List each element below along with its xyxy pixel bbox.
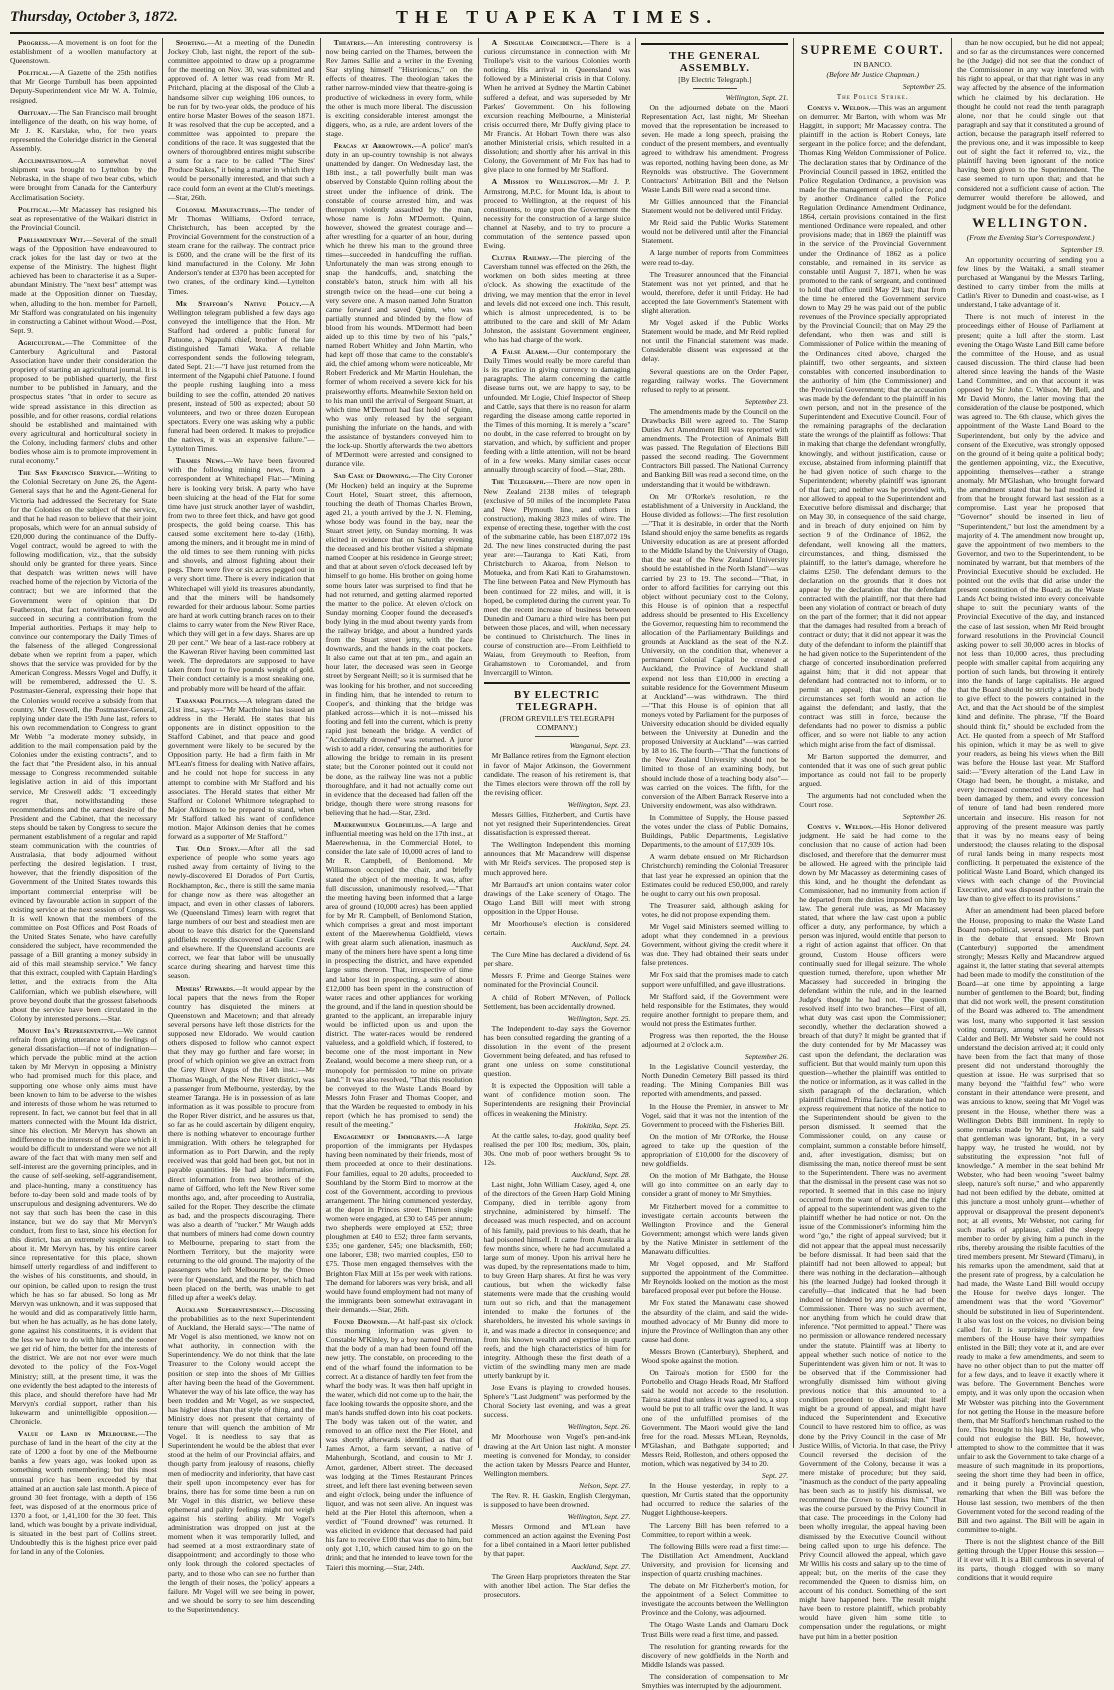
article-text: A large number of reports from Committees were read to-day. [641,248,789,267]
article-text: —A large proportion of the immigrants per Hydaspes having been nominated by their friends, most of them proceeded at once to their destinations. Four families, equal to 20 adults, proceeded to Southland by the Storm Bird to morrow at the cost of the Government, according to previous arrangement. The hiring commenced yesterday, at the depot in Princes street. Thirteen single women were engaged, at £30 to £45 per annum; two shepherds were employed at £52; three ploughmen at £40 to £52; three farm servants, £35; one gardener, £45; one blacksmith, £60; one laborer, £38; two married couples, £50 to £75. Those men engaged themselves with the Brighton Flax Mill at 15s per week with rations. The demand for laborers was very brisk, and all would have found employment had not many of the immigrants been somewhat extravagant in their demands.—Star, 26th. [325,1132,473,1314]
section-heading: BY ELECTRIC TELEGRAPH. [513,689,601,714]
article-paragraph [641,1171,788,1198]
article-text: —A police' man's duty in an up-country township is not always unattended by danger. On Wednesday last, the 18th inst., a tall powerfully built man was observed by Constable Quinn rolling about the street under the influence of drink. The constable of course arrested him, and was thereupon violently assaulted by the man, whose name is John M'Dermott. Quinn, however, showed the greatest courage and—after wrestling for a quarter of an hour, during which he threw his man to the ground three times—succeeded in handcuffing the ruffian. Unfortunately the man was strong enough to snap the handcuffs, and, snatching the constable's baton, struck him with all his strength twice on the head—one cut being a very severe one. A mason named John Stratton came forward and saved Quinn, who was partially stunned and blinded by the flow of blood from his wounds. M'Dermott had been aided up to this time by two of his "pals," named Robert Whitley and John Martin, who had kept off those that came to the constable's aid, the chief among whom were noticeable, Mr Robert Frederick and Mr Martin Houlehan, the former of whom received a severe kick for his praiseworthy efforts. Meanwhile Sexton held on to his man until the arrival of Sergeant Stuart, at which time M'Dermott had fast hold of Quinn, who was only released by the sergeant punishing the infuriate on the hands, and with the assistance of bystanders conveyed him to the lock-up. Shortly afterwards the two abettors of M'Dermott were arrested and consigned to durance vile. [325,141,473,469]
article-paragraph [641,922,788,967]
article-text: There is not much of interest in the proceedings either of House of Parliament at present; quite a lull after the storm. Last evening the Otago Waste Land Bill came before the committee of the House, and as usual caused discussion. The third clause had been altered since leaving the hands of the Waste Land Committee, and on that account it was opposed by Sir John C. Wilson, Mr Bell, and Mr David Monro, the latter moving that the consideration of the clause be postponed, which was agreed to. The 6th clause, which gives the appointment of the Waste Land Board to the Superintendent, but only by the advice and consent of the Executive, was strongly opposed on the ground of it being quite a political body; the gentlemen appointing, viz., the Executive, appointing themselves—rather a strange anomaly. Mr M'Glashan, who brought forward the amendment stated that he had modified it from that he brought forward last session as a compromise. Last year he proposed that "Governor" should be inserted in lieu of "Superintendent," but lost the amendment by a majority of 4. The amendment now brought up, gave the appointment of two members to the Governor, and two to the Superintendent, to be nominated by warrant, but that members of the Provincial Executive should be excluded. He pointed out the evils that did arise under the present constitution of the Board; as the Waste Lands Act being twisted into every conceivable shape to suit the pecuniary wants of the Provincial Executive of the day, and instanced the case of last session, when Mr Reid brought forward resolutions in the Provincial Council asking power to sell 30,000 acres in blocks of not less than 10,000 acres, thus precluding people with smaller capital from acquiring any portion of such lands, but throwing it entirely into the hands of large capitalists. He argued that the Board should be strictly a judicial body to give effect to the powers contained in the Act, and that the Act should be of the simplest kind and definite. The phrase, "If the Board should think fit," should be excluded from the Act. He quoted from a speech of Mr Stafford his opinion, which it may be as well to give your readers, as being his views when the Bill was before the House last year. Mr Stafford said:—"Every alteration of the Land Law in Otago had been, he thought, a mistake, and every increased connected with the law had been damaged by them, and every concession of tenure of land had been rendered more uncertain and insecure. His reason for not approving of the present measure was partly that it was by no means easy of being understood; the clauses relating to the disposal of rural lands being in many respects most conflicting. It perpetuated the existence of the political Waste Land Board, which changed its views with each change of the Provincial Executive, and was disposed rather to strain the law than to give effect to its provisions." [957,312,1105,904]
dateline: Auckland, Sept. 24. [571,940,631,950]
article-text: The Wellington Independent this morning announces that Mr Macandrew will dispense with Mr Reid's services. The proposed step is much approved here. [483,840,631,877]
article-lead: Clutha Railway. [491,253,552,263]
article-paragraph [168,38,315,202]
article-paragraph [10,68,157,104]
article-paragraph [484,253,631,344]
article-paragraph [326,1317,473,1572]
article-text: Mr Vogel asked if the Public Works Statement would be made, and Mr Reid replied not until the Financial statement was made. Considerable dissent was expressed at the delay. [641,318,789,364]
article-text: —At half-past six o'clock this morning information was given to Constable M'Kinley, by a boy named Perriman, that the body of a man had been found off the new jetty. The constable, on proceeding to the end of the wharf found the information to be correct. At a distance of hardly ten feet from the wharf the body was. It was then half upright in the water, which did not come up to the hair, the face looking towards the opposite shore, and the man's hands stuffed down into his coat pockets. The body was taken out of the water, and removed to an office next the Pier Hotel, and was shortly afterwards identified as that of James Arnot, a farm servant, a native of Mahenburgh, Scotland, and cousin to Mr J. Arnot, gardener, Albert street. The deceased was lodging at the Times Restaurant Princes street, and left there last evening between seven and eight o'clock, being under the influence of liquor, and was not seen alive. An inquest was held at the Pier Hotel this afternoon, when a verdict of "Found drowned" was returned. It was elicited in evidence that deceased had paid his fare to receive £100 that was due to him, but only got 1,10, which caused him to go on the drink; and that he intended to leave town for the Taieri this morning.—Star, 24th. [325,1317,473,1572]
article-text: On Mr O'Rorke's resolution, re the establishment of a University in Auckland, the House divided as follows:—The first resolution—"That it is desirable, in order that the North Island should enjoy the same benefits as regards University education as are at present afforded to the Middle Island by the University of Otago, that the seat of the New Zealand University should be established in the North Island"—was carried by 23 to 19. The second—"That, in order to afford facilities for carrying out this object without pecuniary cost to the Colony, this House is of opinion that a respectful address should be presented to His Excellency the Governor, requesting him to recommend the allocation of the Parliamentary Buildings and grounds at Auckland as the seat of the N.Z. University, on the condition that, whenever a permanent Colonial Capital be created at Auckland, the Province of Auckland shall expend not less than £10,000 in erecting a suitable residence for the Government Museum at Auckland"—was withdrawn. The third—"That this House is of opinion that all moneys voted by Parliament for the purposes of University education should be divided equally between the University at Dunedin and the proposed University at Auckland"—was carried by 18 to 16. The fourth—"That the functions of the New Zealand University should not be limited to those of an examining body, but should include those of a teaching body also"—was carried on the voices. The fifth, for the conversion of the Albert Barrack Reserve into a University endowment, was also withdrawn. [641,491,789,810]
article-lead: The Old Story. [175,844,241,854]
article-paragraph [10,38,157,65]
article-text: Last night, John William Casey, aged 4, one of the directors of the Green Harp Gold Mining Company, died in terrible agony from strychnine, administered by himself. The deceased was much respected, and on account of his family, paid previous to his death, that he had poisoned himself. It came from Australia a few months since, where he had accumulated a large sum of money. Upon his arrival here he was duped, by the representations made to him, to buy Green Harp shares. At first he was very cautious, but when the wickedly false statements were made that the crushing would turn out so rich, and that the management intended to make the fortunes of the shareholders, he invested his whole savings in it, and was made a director in consequence; and from his known wealth and expertise in quartz reefs, and the high characteristics of him for integrity. Although these the first death of a victim of the swindling many men are made utterly bankrupt by it. [483,1180,631,1380]
article-paragraph [484,971,631,989]
article-paragraph [10,1429,157,1556]
article-paragraph [484,1522,631,1558]
article-text: Mr Moorhouse's election is considered certain. [483,918,631,938]
article-text: Mr Reid said the Public Works Statement would not be delivered until after the Financial Statement. [641,218,789,246]
article-paragraph [484,1131,631,1167]
article-text: Several questions are on the Order Paper, regarding railway works. The Government refused to reply to at present. [641,366,789,394]
article-lead: Agricultural. [18,337,66,347]
article-text: The Cure Mine has declared a dividend of 6s per share. [483,950,631,969]
article-text: —A large and influential meeting was held on the 17th inst., at Maerewhenua, in the Commercial Hotel, to consider the late sale of 10,000 acres of land to Mr R. Campbell, of Benlomond. Mr Williamson occupied the chair, and briefly stated the object of the meeting. It was, after full discussion, unanimously resolved,—"That the meeting having been informed that a large area of ground (10,000 acres) has been applied for by Mr R. Campbell, of Benlomond Station, which comprises a great and most important extent of the Maerewhenua Goldfield, views with great alarm such alienation, inasmuch as many of the miners here have spent a long time in prospecting the district, and have expended large sums thereon. That, irrespective of time and labor lost in prospecting, a sum of about £12,000 has been spent in the construction of water races and other appliances for working the ground, and if the land in question should be granted to the applicant, an irreparable injury would be inflicted upon us and upon the district. The water-races would be rendered valueless, and a goldfield which, if fostered, to become one of the most important in New Zealand, would become a mere sheep run, or a monopoly for permission to mine on private land." It was also resolved, "That this resolution be conveyed to the Waste Lands Board by Messrs John Fraser and Thomas Cooper, and that the Warden be requested to embody in his report (which he has promised to send) the result of the meeting." [325,819,473,1130]
article-text: —It would appear by the local papers that the news from the Roper country has disquieted the miners at Queenstown and Macetown; and that already several persons have left those districts for the supposed new Eldorado. We would caution others disposed to follow who cannot expect that they may go further and fare worse; in proof of which opinion we give an extract from the Grey River Argus of the 14th inst.:—Mr Thomas Waugh, of the New River district, was a passenger from Melbourne, yesterday, by the steamer Taranga. He is in possession of as late information as it was possible to procure from the Roper River district, and he assures us that, so far as he could ascertain by diligent enquiry, there is nothing whatever to encourage further immigration. With others he telegraphed for information as to Port Darwin, and the reply received was that gold had been got, but not in payable quantities. He had also information, direct information from two brothers of the name of Gifford, who left the New River some months ago, and, after proceeding to Australia, sailed for the Roper. They describe the climate as bad, and the prospects discouraging. There was also a dearth of "tucker." Mr Waugh adds that numbers of miners had come down country to Melbourne, preparing to start from the Northern Territory, but the majority were returning to the old ground. The majority of the passengers who left Melbourne by the Omeo were for Queensland, and the Roper, which had been placed on the berth, was unable to get filled up after a week's delay. [167,983,315,1302]
article-lead: Maerewhenua Goldfields. [333,819,425,829]
article-paragraph [641,813,788,849]
article-text: In the House yesterday, in reply to a question, Mr Curtis stated that the opportunity had occurred to reduce the salaries of the Nugget Lighthouse-keepers. [641,1481,789,1518]
dateline: Wanganui, Sept. 23. [569,741,631,751]
article-text: On the motion of Mr O'Rorke, the House agreed to take up the question of the appropriation of £10,000 for the discovery of new goldfields. [641,1131,789,1169]
article-paragraph [641,1132,788,1168]
article-paragraph [326,820,473,1129]
section-heading: SUPREME COURT. [800,42,945,57]
article-lead: A False Alarm. [491,347,550,357]
article-text: The Otago Waste Lands and Oamaru Dock Trust Bills were read a first time, and passed. [641,1620,789,1639]
article-text: than he now occupied, but he did not appeal; and so far as the circumstances were concerned he (the Judge) did not see that the conduct of the Commissioner in any way interfered with his right to appeal, or that that right was in any way affected by the absence of the information which he claimed by his declaration. He thought he could not read the tenth paragraph alone, nor that he could single out that paragraph and say that it constituted a ground of action, because the paragraph itself referred to the previous one, and it was impossible to keep out of sight the fact it referred to, viz., the plaintiff having been ignorant of the notice having been given to the Superintendent. The case seemed to turn upon that; and that he considered not a sufficient cause of action. The demurrer would therefore be allowed, and judgment would be for the defendant. [957,38,1105,211]
article-text: Mr Vogel opposed, and Mr Stafford supported the appointment of the Committee. Mr Reynolds looked on the motion as the most barefaced proposal ever put before the House. [641,1259,789,1296]
article-paragraph [484,1180,631,1380]
dateline: September 19. [1060,244,1105,254]
article-paragraph [484,810,631,837]
article-text: Mr Ballance retires from the Egmont election in favor of Major Atkinson, the Government candidate. The reason of his retirement is, that the Times electors were thrown off the roll by the revising officer. [483,751,631,797]
article-paragraph [641,1031,788,1049]
article-text: In the House the Premier, in answer to Mr Vogel, said that it was not the intention of the Government to proceed with the Fisheries Bill. [641,1101,789,1129]
article-columns [10,38,1105,1690]
article-lead: Sad Case of Drowning. [333,471,411,481]
dateline: Wellington, Sept. 25. [567,1013,631,1023]
article-text: Mr Vogel said Ministers seemed willing to adopt what they condemned in a previous Government, without giving the credit where it was due. They had obtained their seats under false pretences. [641,921,789,968]
article-text: Mr Stafford said, if the Government were held responsible for the Estimates, they would require another fortnight to prepare them, and would not press the Estimates further. [641,991,789,1028]
article-text: Progress was then reported, the the House adjourned at 2 o'clock a.m. [641,1031,789,1050]
article-paragraph [168,984,315,1302]
article-paragraph [641,103,788,194]
article-text: Mr Moorhouse won Vogel's pen-and-ink drawing at the Art Union last night. A monster meeting is convened for Monday, to consider the action taken by Messrs Pearce and Hunter, Wellington members. [483,1432,631,1478]
article-paragraph [168,205,315,296]
article-text: On Tairoa's motion for £500 for the Portobello and Otago Heads Road, Mr Stafford said he would not accede to the resolution. Tairoa stated that unless it was agreed to, a stop would be put to all traffic over the land. It was one of the unfulfilled promises of the Government. The Maori would give the land free for the road. Messrs M'Lean, Reynolds, M'Glashan, and Bathgate supported; and Messrs Reid, Rolleston, and others opposed the motion, which was negatived by 34 to 20. [641,1368,789,1469]
article-paragraph [484,177,631,250]
article-text: It is expected the Opposition will table a want of confidence motion soon. The Superintendents are resigning their Provincial offices in weakening the Ministry. [483,1081,631,1118]
article-text: The Independent to-day says the Governor has been consulted regarding the granting of a dissolution in the event of the present Government being defeated, and has refused to grant one unless on some constitutional question. [483,1023,631,1079]
article-paragraph [957,38,1104,211]
article-text: —A telegram dated the 21st inst., says:—"Mr Macthoine has issued an address in the Herald. He states that his opponents are in distinct opposition to the Stafford Cabinet, and that peace and good government were likely to be secured by the Opposition party. He had a firm faith in Mr M'Lean's fitness for dealing with Native affairs, and he could not hope for success in any attempt to combine with Mr Stafford and his associates. The Herald states that either Mr Stafford or Colonel Whitmore telegraphed to Major Atkinson to be prepared to stand, when Mr Stafford talked his want of confidence motion. Major Atkinson denies that he comes forward as a supporter of Mr Stafford." [167,695,315,842]
article-text: —Mr Macassey has resigned his seat as representative of the Waikari district in the Provincial Council. [10,204,157,232]
article-paragraph [326,1132,473,1314]
article-lead: Fracas at Arrowtown. [333,141,414,151]
article-lead: Sporting. [175,38,207,47]
article-text: —The tender of Mr Thomas Williams, Oxford terrace, Christchurch, has been accepted by the Provincial Government for the construction of a steam crane for the railway. The contract price is £600, and the crane will be the first of its kind manufactured in the Colony. Mr John Anderson's tender at £370 has been accepted for two cranes, of the ordinary kind.—Lyttelton Times. [167,204,315,296]
article-paragraph [484,950,631,968]
dateline: September 25. [902,82,947,91]
article-text: —A Gazette of the 25th notifies that Mr George Turnbull has been appointed Deputy-Superintendent vice Mr W. A. Tolmie, resigned. [10,68,157,105]
article-paragraph [957,312,1104,903]
article-text: —A somewhat novel shipment was brought to Lyttelton by the Nebraska, in the shape of two bear cubs, which were brought from Canada for the Canterbury Acclimatisation Society. [10,156,157,202]
article-text: After an amendment had been placed before the House, proposing to make the Waste Land Board non-political, several speakers took part in the debate that ensued. Mr Brown (Canterbury) supported the amendment strongly; Messrs Kelly and Macandrew argued against it, the latter stating that several attempts had been made to modify the constitution of the Board—at one time by appointing a large number of gentlemen to the Board; but, finding that did not work well, the present constitution of the Board was adhered to. The amendment was lost, many who supported it last session voting contrary, among whom were Messrs Calder and Bell. Mr Webster said he could not understand the decision arrived at; it could only have been from the fact that many of those present did not understand thoroughly the question at issue. He was surprised that so many beyond the "faithful few" who were constant in their attendance were present, and was anxious to know, seeing that Mr Vogel was present in the House, whether there was a Wellington Debts Bill imminent. In reply to some remarks made by Mr Bathgate, he said that gentleman was ignorant, but, in a very happy way, he trusted he would, not by substituting the expression "not full of knowledge." A member in the seat behind Mr Webster, who had been wooing "sweet balmy sleep, nature's soft nurse," and who apparently had not been edified by the debate, omitted at this juncture a most unholy grunt—whether of approval or disapproval the present deponent's not; at all events, Mr Webster, not caring for such marks of applause, called the sleepy member to order by giving him a punch in the ribs, thereby arousing the risible faculties of the tired members present. Mr Steward (Timaru), in his remarks upon the amendment, said that at the present rate of progress, by a calculation he had made, the Waste Land Bill would occupy the House for twelve days longer. The amendment was that the word "Governor" should be substituted in lieu of Superintendent. It also was lost on the voices, no division being called for. It is surprising how very few members of the House have their sympathies enlisted in the Bill; they vote at it, and are ever ready to make a few amendments, and seem to have no other object than to put the matter off for a few days, and to leave it exactly where it was before. The Government Benches were empty, and it was only upon the occasion when Mr Webster was pitching into the Government for not getting the House in the measure before them, that Mr Stafford's henchman rushed to the fore. This brought to his legs Mr Stafford, who could not eulogise the Bill. He, however, attempted to show to the committee that it was unfair to ask the Government to take charge of a measure of such magnitude in its proportions, seeing the short time they had been in office, and it being purely a Provincial question, remarking that when the Bill was before the House last session, two members of the then Government voted for the second reading of the Bill and two against. The Bill will be again in committee to-night. [957,906,1105,1534]
article-paragraph [326,141,473,468]
dateline: Wellington, Sept. 23. [567,799,631,809]
dateline: Wellington, Sept. 21. [725,93,789,102]
article-paragraph [957,1537,1104,1582]
article-paragraph [641,318,788,363]
article-paragraph [641,270,788,315]
article-lead: Miners' Rewards. [175,983,236,993]
article-text: In the Legislative Council yesterday, the North Dunedin Cemetery Bill passed its third reading. The Mining Companies Bill was reported with amendments, and passed. [641,1062,789,1099]
article-text: The Green Harp proprietors threaten the Star with another libel action. The Star defies the prosecutors. [483,1571,631,1599]
article-paragraph [957,255,1104,310]
article-lead: Engagement of Immigrants. [333,1132,437,1142]
column-4 [478,38,636,1599]
article-paragraph [641,1062,788,1098]
article-paragraph [484,1491,631,1509]
article-text: On the adjourned debate on the Maori Representation Act, last night, Mr Sheehan moved that the representation be increased to seven. He made a long speech, praising the conduct of the present members, and eventually agreed to withdraw his amendment. Progress was reported, nothing having been done, as Mr Reynolds was obstructive. The Government Contractors' Arbitration Bill and the Nelson Waste Lands Bill were read a second time. [641,103,789,194]
article-paragraph [799,103,946,749]
article-text: The Treasurer said, although asking for votes, he did not propose expending them. [641,900,789,919]
article-text: Messrs Ormond and M'Lean have commenced an action against the Evening Post for a libel contained in a Maori letter published by that paper. [483,1522,631,1559]
divider [641,43,788,45]
article-paragraph [957,906,1104,1533]
article-text: The Treasurer announced that the Financial Statement was not yet printed, and that he would, therefore, defer it until Friday. He had accepted the late Government's Statement with slight alteration. [641,269,789,315]
article-paragraph [641,1481,788,1517]
dateline: Hokitika, Sept. 25. [574,1120,631,1130]
article-paragraph [641,197,788,215]
column-5 [635,38,793,1690]
article-text: —Mr J. P. Armstrong, M.P.C. for Mount Ida, is about to proceed to Wellington, at the request of his constituents, to urge upon the Government the necessity for the construction of a large sluice channel at Naseby, and to try to procure a commutation of the sentence passed upon Ewing. [483,177,631,251]
dateline: Wellington, Sept. 27. [567,1512,631,1522]
article-paragraph [10,235,157,335]
dateline: Nelson, Sept. 27. [579,1480,631,1490]
article-paragraph [799,822,946,1640]
column-1 [10,38,162,1557]
dateline: September 26. [744,1052,789,1062]
article-text: The Larceny Bill has been referred to a Committee, to report within a week. [641,1520,789,1539]
article-paragraph [484,1432,631,1477]
article-paragraph [484,1024,631,1079]
dateline: Auckland, Sept. 27. [571,1561,631,1571]
article-paragraph [641,852,788,897]
article-paragraph [10,108,157,153]
article-text: —Our contemporary the Daily Times would really be more careful than is its practice in giving currency to damaging paragraphs. The alarm concerning the cattle disease turns out, we are happy to say, to be unfounded. Mr Logie, Chief Inspector of Sheep and Cattle, says that there is no reason for alarm regarding the disease among cattle reported in the Times of this morning. It is merely a "scare" no doubt, in the case referred to brought on by starvation, and which, by sufficient and proper feeding with a little attention, will not be heard of in a few weeks. Many similar cases occur annually through scarcity of food.—Star, 28th. [483,347,631,475]
article-text: —We cannot refrain from giving utterance to the feelings of general dissatisfaction—if not of indignation—which pervade the public mind at the action taken by Mr Mervyn in opposing a Ministry who had promised much for this place, and supporting one whose only aims must have been known to him to be adverse to the wishes and interests of those whom he was returned to represent. In fact, we cannot but feel that in all matters connected with the Mount Ida district, since his election. Mr Mervyn has shown an indifference to the interests of the place which it would be difficult to understand were we not all aware of the fact that with many men self and self-interest are the governing principles, and in the cause of self-seeking, self-aggrandisement, and place-hunting, many a constituency has before to-day been sold and made tools of by unscrupulous and designing adventurers. We do not say that such has been the case in this instance, but we do say that Mr Mervyn's conduct, from first to last, since his election for this district, has an extremely suspicious look about it. Mr Mervyn has, by his entire career since representative for this place, shown himself utterly regardless of and indifferent to the wishes of his constituents, and should, in our opinion, be called upon to resign the trust which he has so far abused. So long as Mr Mervyn was unknown, and it was supposed that he would and did as comparatively little harm, but when he has actually, as he has done lately, gone against his constituents, it is evident that the less we have to do with him, and the sooner we get rid of him, the better for the interests of the district. We are not nor ever were much devoted to the policy of the Fox-Vogel Ministry; still, at the present time, it was the one evidently the best adapted to the interests of this place, and should therefore have had Mr Mervyn's cordial support, rather than his lukewarm and unintelligible opposition.—Chronicle. [10,1025,157,1426]
article-text: —We have been favoured with the following mining news, from a correspondent at Whitechapel Flat:—"Mining here is looking very brisk. A party who have been sluicing at the head of the Flat for some time have just struck another layer of washdirt, from two to three feet thick, and have got good prospects, the gold being coarse. This has caused some excitement here to-day (16th), among the miners, and it brought me in mind of the old times to see them running with picks and shovels, and almost fighting about their pegs. There were five or six acres pegged out in a very short time. There is every indication that Whitechapel will yield its treasures abundantly, and that the miners will be handsomely rewarded for their arduous labour. Some parties are hard at work cutting branch races on to their claims to carry water from the New River Race, which they will get in a few days. Shares are up 20 per cent." We hear of a last-race robbery at the Kaweran River having been committed last week. The depredators are supposed to have taken from four to five pounds weight of gold. Their conduct certainly is a most sneaking one, and probably more will be heard of the affair. [167,456,315,693]
article-text: —A movement is on foot for the establishment of a woollen manufactory at Queenstown. [10,38,157,66]
column-2 [162,38,320,1614]
article-paragraph [641,1542,788,1578]
article-paragraph [641,1298,788,1343]
article-lead: A Mission to Wellington. [491,177,591,187]
newspaper-title: THE TUAPEKA TIMES. [396,7,718,27]
issue-date: Thursday, October 3, 1872. [10,9,178,25]
masthead [10,6,1104,34]
column-7 [951,38,1105,1583]
article-text: —The San Francisco mail brought intelligence of the death, on his way home, of Mr J. K. Karslake, who, for two years represented the Coleridge district in the General Assembly. [10,107,157,154]
article-paragraph [641,1202,788,1257]
article-text: The debate on Mr Fitzherbert's motion, for the appointment of a Select Committee to investigate the accounts between the Wellington Province and the Colony, was adjourned. [641,1581,789,1618]
article-paragraph [484,751,631,796]
dateline: Sept. 27. [761,1471,789,1481]
article-lead: A Singular Coincidence. [491,38,583,47]
article-text: —This was an argument on demurrer. Mr Barton, with whom was Mr Haggitt, in support; Mr Macassey contra. The plaintiff in the action is Robert Coneys, late sergeant in the police force; and the defendant, Thomas King Weldon Commissioner of Police. The declaration states that by Ordinance of the Provincial Council passed in 1862, entitled the Police Regulation Ordinance, a provision was made for the management of a police force; and by another Ordinance called the Police Regulation Ordinance Amendment Ordinance, 1864, certain provisions contained in the first mentioned Ordinance were repealed, and other provisions made; that in 1869 the plaintiff was in the service of the Provincial Government under the Ordinance of 1862 as a police constable, and remained in its service as constable until August 7, 1871, when he was promoted to the rank of sergeant, and continued to hold that office until May 29 last; that from the time he entered the Government service down to May 29 he was paid out of the public revenues of the Province specially appropriated by the Provincial Council; that on May 29 the defendant, who then was and still is Commissioner of Police within the meaning of the Ordinances cited above, charged the plaintiff, two other sergeants, and sixteen constables with concerted insubordination to the authority of him (the Commissioner) and the Provincial Government; that the accusation was made by the defendant to the plaintiff in his own person, and not in the presence of the Superintendent and Executive Council. Four of the remaining paragraphs of the declaration state the wrongs of the plaintiff as follows: That in making that charge the defendant wrongfully, knowingly, and without justification, cause or excuse, abstained from informing plaintiff that he had given notice of such charge to the Superintendent; whereby plaintiff was ignorant of that fact; and neither was he provided with, nor allowed to appeal to the Superintendent and Executive before dismissal and discharge; that on May 30, in consequence of the said charge, and in breach of duty enjoined on him by section 9 of the Ordinance of 1862, the defendant, well knowing all the matters, circumstances, and thing, dismissed the plaintiff, to the latter's damage, wherefore he claims £250. The defendant demurs to the declaration on the grounds that it does not appear by the declaration that the defendant contracted with the plaintiff, nor that there had been any violation of contract or breach of duty on the part of the former; that it did not appear that the damages had resulted from a breach of contract or duty; that it did not appear it was the duty of the defendant to inform the plaintiff that he had given notice to the Superintendent of the charge of concerted insubordination preferred against him; that it did not appear that defendant had contracted not to inform, or to permit an appeal; that in none of the circumstances set forth would an action lie against the defendant; and lastly, that the contract was still in force, because the defendants had no power to dismiss a public officer, and so were not liable to any action which might arise from the fact of dismissal. [799,103,947,749]
article-text: On the motion of Mr Bathgate, the House will go into committee on an early day to consider a grant of money to Mr Smythies. [641,1171,789,1199]
article-text: —At a meeting of the Dunedin Jockey Club, last night, the report of the sub-committee appointed to draw up a programme for the meeting on Nov. 30, was submitted and approved of. A letter was read from Mr R. Pritchard, placing at the disposal of the Club a handsome silver cup weighing 106 ounces, to be run for by two-year olds, the produce of his entire horse Master Bowes of the season 1871. It was resolved that the cup be accepted, and a committee was appointed to prepare the conditions of the race. It was suggested that the owners of thoroughbred entires might subscribe a sum for a race to be called "The Sires' Produce Stakes," it being a matter in which they would be personally interested, and that such a race could form an event at the Club's meetings.—Star, 26th. [167,38,315,202]
article-paragraph [641,407,788,489]
article-lead: Auckland Superintendency. [175,1304,274,1314]
article-lead: Coneys v. Weldon. [807,103,871,112]
article-lead: Found Drowned. [333,1317,390,1327]
section-subheading: (FROM GREVILLE'S TELEGRAPH COMPANY.) [499,714,615,733]
divider [484,682,631,684]
article-lead: Theatres. [333,38,367,47]
section-heading: THE GENERAL ASSEMBLY. [669,50,761,74]
article-paragraph [641,992,788,1028]
article-paragraph [641,1620,788,1638]
article-paragraph [641,248,788,266]
column-6 [793,38,951,1641]
section-subheading: IN BANCO. [853,60,892,69]
article-text: —A Wellington telegram published a few days ago conveyed the intelligence that the Hon. Mr Stafford had ordered a public funeral for Patuone, a Ngapuhi chief, brother of the late distinguished Tamati Waka. A reliable correspondent sends the following telegram, dated Sept. 21:—"I have just returned from the interment of the Ngapuhi chief Patuone. I found the people rushing laughing into a mess building to see the coffin, attended 20 natives present, instead of 500 as expected; about 50 volunteers, and two or three dozen European spectators. Every one was asking why a public funeral had been ordered. It makes to prejudice the natives, it was an expensive failure."—Lyttelton Times. [167,298,315,454]
article-paragraph [168,1305,315,1614]
article-text: The resolution for granting rewards for the discovery of new goldfields in the North and Middle Islands was passed. [641,1641,789,1669]
article-paragraph [10,468,157,1023]
article-lead: Mount Ida's Representative. [18,1025,116,1035]
article-text: Messrs F. Prime and George Staines were nominated for the Provincial Council. [483,971,631,990]
article-paragraph [168,299,315,454]
article-text: An opportunity occurring of sending you a few lines by the Waitaki, a small steamer purchased at Wanganui by the Messrs Tarling, destined to carry timber from the mills at Catlin's River to Dunedin and coast-wise, as I understand, I take advantage of it. [957,254,1105,310]
section-byline: (Before Mr Justice Chapman.) [826,70,919,79]
article-paragraph [168,696,315,842]
article-lead: Value of Land in Melbourne. [18,1429,138,1439]
article-paragraph [641,901,788,919]
article-paragraph [641,1259,788,1295]
article-paragraph [799,791,946,809]
article-text: Mr Barraud's art union contains water color drawings of the Lake scenery of Otago. The Otago Land Bill will meet with strong opposition in the Upper House. [483,879,631,916]
article-paragraph [168,456,315,692]
column-3 [320,38,478,1572]
article-text: Mr Fitzherbert moved for a committee to investigate certain accounts between the Wellington Province and the General Government; amongst which were lands given by the Native Minister in settlement of the Manawatu difficulties. [641,1201,789,1256]
article-text: Mr Fox said that the promises made to catch support were unfulfilled, and gave illustrations. [641,970,789,989]
article-text: There is not the slightest chance of the Bill getting through the Upper House this session—if it ever will. It is a Bill cumbrous in several of its parts, though clogged with so many conditions that it would require [957,1536,1105,1583]
article-paragraph [10,156,157,201]
article-text: —His Honor delivered judgment. He said he had come to the conclusion that no cause of action had been disclosed, and therefore that the demurrer must be allowed. He agreed with the principle laid down by Mr Macassey as determining cases of this kind, and he thought the defendant as Commissioner, had no immunity from action if he departed from the duties imposed on him by law. The general rule was, as Mr Macassey stated, that where the law cast upon a public officer a duty, any performance, by which a person was injured, would entitle that person to a right of action against that officer. On that ground, Custom House officers were continually sued for illegal seizure. The whole question turned, therefore, upon whether Mr Macassey had succeeded in bringing the defendant within the rule, and in the learned Judge's thought he had not. The question resolved itself into two branches—First of all, what duty was cast upon the Commissioner; secondly, whether the declaration showed a breach of that duty? It might be granted that if the duty contended for by Mr Macassey was cast upon the defendant, the declaration was sufficient. But that would mainly turn upon this question—whether the plaintiff was entitled to the notice or information, as it was called in the sixth paragraph of the declaration, which plaintiff claimed. Prima facie, the statute had no express requirement that notice of the notice to the Superintendent should be given to the person dismissed. It seemed that the Commissioner could, on any cause or complaint, summon a constable before himself, and, after investigation, dismiss; but on dismissing the man, notice thereof must be sent to the Superintendent. There was no averment that the dismissal in the present case was not so reported. It seemed that in this case no injury occurred from the want of notice, and the right of appeal to the superintendent was given to the plaintiff whether he had notice or not. On the issue of the Commissioner's informing him the word "go," the right of appeal survived; but it did not appear that the appeal must necessarily be before dismissal. It had been said that the plaintiff had not been allowed to appeal; but there was nothing in the declaration—although his (the learned Judge) had looked through it carefully—that indicated that he had been induced or hindered by any positive act of the Commissioner. There was no such averment, nor anything from which he could draw that inference. "Not permitted to appeal." There was no permission or allowance rendered necessary under the statute. Plaintiff was at liberty to appeal whether such notice of notice to the Superintendent was given him or not. It was to be observed that if the Commissioner had wrongfully dismissed him without giving previous notice that this amounted to a condition precedent to dismissal; that itself might be a ground of appeal, and might have induced the Superintendent and Executive Council to have restored him to office, as was done by the Privy Council in the case of Mr Justice Willis, of Victoria. In that case, the Privy Council reversed the decision of the Government of the Colony, because it was a mere mistake of procedure; but they said, "inasmuch as the conduct of the party appealing has been such as to justify his dismissal, we recommend the Crown to dismiss him." That was the course pursued by the Privy Council in that case. The proceedings in the Colony had been wholly irregular, the appeal having been dismissed by the Executive Council without being called upon to urge his defence. The Privy Council allowed the appeal, which gave Mr Willis his costs and salary up to the time of appeal; but, on the merits of the case they recommended the Queen to dismiss him, on account of his conduct. Something of the sort might have happened here. The result might have been to restore plaintiff, which probably would have given him some title to compensation under the regulations, or might have put him in a better position [799,822,947,1641]
article-paragraph [10,205,157,232]
article-paragraph [641,1581,788,1617]
article-paragraph [10,338,157,465]
article-text: —There is a curious circumstance in connection with Mr Trollope's visit to the various Colonies worth noticing. His arrival in Queensland was followed by a Ministerial crisis in that Colony. When he arrived at Sydney the Martin Cabinet suffered a defeat, and was superseded by Mr Parkes' Government. On his following excursion reaching Melbourne, a Ministerial crisis occurred there, Mr Duffy giving place to Mr Francis. At Hobart Town there was also another Ministerial crisis, which resulted in a dissolution; and shortly after his arrival in this Colony, the Government of Mr Fox has had to give place to one formed by Mr Stafford. [483,38,631,175]
article-text: —The purchase of land in the heart of the city at the rate of 1200 a foot by one of the Melbourne banks a few years ago, was looked upon as something worth remembering; but this most unusual price has been exceeded by that attained at an auction sale last month. A piece of ground 30 feet frontage, with a depth of 156 feet, was disposed of at the enormous price of 1370 a foot, or 1,41,100 for the 30 feet. This land, which was bought by a private individual, is situated in the best part of Collins street. Undoubtedly this is the highest price ever paid for land in any of the Colonies. [10,1429,157,1557]
article-paragraph [641,1642,788,1669]
article-paragraph [641,492,788,810]
article-text: Jose Evans is playing to crowded houses. Sphere's "Last Judgment" was performed by the Choral Society last evening, and was a great success. [483,1383,631,1420]
article-text: In Committee of Supply, the House passed the votes under the class of Public Domains, Buildings, Public Departments, Legislative Departments, to the amount of £17,939 10s. [641,812,789,850]
article-paragraph [326,38,473,138]
dateline: September 23. [744,396,789,406]
dateline: Auckland, Sept. 28. [571,1170,631,1180]
article-lead: Colonial Manufactures. [175,204,261,214]
article-text: The arguments had not concluded when the Court rose. [799,791,947,810]
article-text: —The piercing of the Caversham tunnel was effected on the 26th, the workmen on both sides meeting at three o'clock. As showing the exactitude of the driving, we may mention that the error in level and levels did not exceed one inch. This result, which is almost unprecedented, is to be attributed to the care and skill of Mr Adam Johnston, the assistant Government engineer, who has had charge of the work. [483,253,631,344]
article-paragraph [484,880,631,916]
article-lead: Coneys v. Weldon. [807,822,874,832]
article-paragraph [326,471,473,817]
article-text: A child of Robert M'Neven, of Pollock Settlement, has been accidentally drowned. [483,992,631,1011]
article-text: —An interesting controversy is now being carried on the Thames, between the Rev James Sallie and a writer in the Evening Star styling himself "Histrionicus," on the effects of theatres. The theologian takes the rather narrow-minded view that theatre-going is productive of wickedness in every form, while the other is much more liberal. The discussion is exciting considerable interest amongst the diggers, who, as a rule, are ardent lovers of the stage. [325,38,473,138]
section-heading: WELLINGTON. [972,214,1089,230]
article-text: Mr Barton supported the demurrer, and contended that it was one of such great public importance as could not fail to be properly argued. [799,751,947,788]
article-paragraph [484,477,631,677]
article-text: —Writing to the Colonial Secretary on June 26, the Agent-General says that he and the Agent-General for Victoria had addressed the Secretary for State for the Colonies on the subject of the service, and that he had reason to believe that their joint proposals, which were for an annual subsidy of £20,000 during the continuance of the Duffy-Vogel contract, would be agreed to with the following modification, viz., that the subsidy should only be granted for three years. Since that despatch was written news will have reached home of the rejection by Victoria of the contract; but we are informed that the Government were of opinion that Dr Featherston, that fact notwithstanding, would succeed in securing a contribution from the Imperial authorities. Perhaps it may help to convince our contemporary the Daily Times of the falseness of the alleged Congressional debate when we reprint from a paper, which shows that the service was provided for by the American Congress. Messrs Vogel and Duffy, it will be remembered, addressed the U. S. Postmaster-General, expressing their hope that the Colonies would receive a subsidy from that country. Mr Creswell, the Postmaster-General, replying under date the 19th June last, refers to his own recommendation to Congress to grant Mr Webb "a moderate money subsidy, in addition to the mail compensation paid by the Colonies under the existing contracts", and to the fact that "the President also, in his annual message to Congress recommended suitable legislative action in aid of this important service, Mr Creswell adds: "I exceedingly regret that, notwithstanding these recommendations and the earnest desire of the President and the Cabinet, that the necessary steps should be taken by Congress to secure the permanent establishment of a regular and rapid steam communication with the countries of Australasia, that body adjourned without perfecting the desired legislation. I trust, however, that the friendly disposition of the Government of the United States towards this important commercial enterprise will be evinced by favourable action in support of the existing service at the next session of Congress. It is well known that the members of the committee on Post Offices and Post Roads of the United States Senate, who have carefully considered the subject, have recommended the passage of a Bill granting a money subsidy in aid of this mail steamship service." We fancy that this extract, coupled with Captain Harding's letter, and the extracts from the Alta Californian, which we publish elsewhere, will prove beyond doubt that the grossest falsehoods about the service have been circulated in the Colony by interested persons.—Star. [10,468,157,1023]
article-lead: The San Francisco Service. [18,468,116,478]
article-paragraph [168,844,315,980]
article-text: The amendments made by the Council on the Drawbacks Bill were agreed to. The Stamp Duties Act Amendment Bill was reported with amendments. The Protection of Animals Bill was passed. The Regulation of Elections Bill passed the second reading. The Government Contractors Bill passed. The National Currency and Banking Bill was read a second time, on the understanding that it would be withdrawn. [641,406,789,489]
article-paragraph [641,1368,788,1468]
article-text: Messrs Gillies, Fitzherbert, and Curtis have not yet resigned their Superintendencies. Great dissatisfaction is expressed thereat. [483,809,631,838]
article-text: —After all the sad experience of people who some years ago rushed away from certainty of living to the newly-discovered El Dorados of Port Curtis, Rockhampton, &c., there is still the same mania for change now as there was altogether an impact, and even in other classes of laborers. We (Queensland Times) learn with regret that large numbers of our best and steadiest men are about to leave this district for the Queensland goldfields recently discovered at Gaelic Creek and elsewhere. If the Queensland accounts are correct, we fear that labor will be unusually scarce during shearing and harvest time this season. [167,844,315,981]
article-lead: Mr Stafford's Native Policy. [175,298,302,308]
article-lead: Acclimatisation. [18,156,74,166]
article-lead: Political. [18,68,52,78]
article-paragraph [641,367,788,394]
article-text: Messrs Brown (Canterbury), Shepherd, and Wood spoke against the motion. [641,1346,789,1365]
article-lead: Political. [18,204,52,214]
section-subheading: [By Electric Telegraph.] [678,75,752,84]
article-text: The following Bills were read a first time:—The Distillation Act Amendment, Auckland University, and provision for licensing and inspection of quartz crushing machines. [641,1541,789,1578]
article-paragraph [641,1102,788,1129]
article-text: The consideration of compensation to Mr Smythies was interrupted by the adjournment. [641,1671,789,1690]
divider [535,736,579,737]
article-paragraph [484,840,631,876]
article-text: The Rev. R. H. Gaskin, English Clergyman, is supposed to have been drowned. [483,1490,631,1510]
article-paragraph [484,38,631,174]
divider [693,88,737,89]
article-text: Mr Gillies announced that the Financial Statement would not be delivered until Friday. [641,196,789,216]
article-paragraph [484,919,631,937]
case-subheading: The Police Strike. [836,93,909,101]
article-paragraph [484,1383,631,1419]
article-paragraph [10,1026,157,1426]
article-paragraph [484,1081,631,1117]
article-lead: Progress. [18,38,51,47]
article-lead: The Telegraph. [491,477,546,487]
article-lead: Obituary. [18,107,51,117]
article-lead: Parliamentary Wit. [18,234,86,244]
dateline: Wellington, Sept. 26. [567,1422,631,1432]
article-paragraph [641,218,788,245]
article-text: At the cattle sales, to-day, good quality beef realised the per 100 lbs; medium, 30s, plain, 30s. One mob of poor wethers brought 9s to 12s. [483,1130,631,1167]
article-paragraph [799,752,946,788]
article-text: A warm debate ensued on Mr Richardson Christchurch) reminding the Colonial Treasurer that last year he expressed an opinion that the Estimates could be reduced £50,000, and rarely he ought to carry out his own proposal. [641,852,789,898]
article-paragraph [484,347,631,474]
article-text: —The Committee of the Canterbury Agricultural and Pastoral Association have under their consideration the propriety of starting an agricultural journal. It is proposed to be published quarterly, the first number to be published in January, and the prospectus states "that in order to secure as wide spread assistance in this direction as possible, and for other reasons, cordial relations should be established and maintained with every agricultural and horticultural society in the Colony, including farmers' clubs and other bodies whose aim is to promote improvement in rural economy." [10,337,157,466]
article-lead: Taranaki Politics. [175,695,240,705]
article-paragraph [484,1572,631,1599]
article-text: —There are now open in New Zealand 2138 miles of telegraph (exclusive of 50 miles of the incomplete Patea and New Plymouth line, and others in construction), making 3823 miles of wire. The expense of erecting these, together with the cost of the submarine cable, has been £187,072 19s 2d. The new lines constructed during the past year are:—Tauranga to Kati Kati, from Christchurch to Akaroa, from Nelson to Motueka, and from Kati Kati to Grahamstown. The line between Patea and New Plymouth has been continued for 22 miles, and will, it is hoped, be completed during the current year. To meet the recent increase of business between Dunedin and Oamaru a third wire has been put between those places, and will, when necessary be continued to Christchurch. The lines in course of construction are—From Leithfield to Waiau, from Greymouth to Reefton, from Grahamstown to Coromandel, and from Invercargill to Winton. [483,477,631,678]
article-lead: Thames News. [175,456,226,466]
article-text: —Discussing the probabilities as to the next Superintendent of Auckland, the Herald says:—"The name of Mr Vogel is also mentioned, we know not on what authority, in connection with the Superintendency. We do not think that the late Treasurer to the Colony would accept the position or step into the shoes of Mr Gillies after having been the head of the Government. Whatever the way of his late office, the way has been trodden and Mr Vogel, as we suspected, has higher ideas than that style of thing, and the Ministry does not present that certainty of tenure that will quench the ambition of Mr Vogel. It is needless to say that as Superintendent he would be the ablest that ever stood at the helm of our Provincial affairs, and though party from jealousy of reasons, chiefly men of mediocrity and inferiority, that have cast their spell upon incompetency ever has for brains, there has for some time been a run on Mr Vogel in this district, we believe these ephemeral and paltry feelings might not weigh against his sterling ability. Mr Vogel's administration was dropped on just at the moment when it was temporarily lulled, and had seemed at a most extraordinary state of disappointment; and accordingly to those who only look through the colored spectacles of party, and to those who can see no further than the length of their noses, the 'policy' appears a failure. Mr Vogel will we see being in power, and we should be sorry to see him descending to the Superintendency. [167,1304,315,1614]
article-text: —The City Coroner (Mr Hocken) held an inquiry at the Supreme Court Hotel, Stuart street, this afternoon, touching the death of Thomas Charles Brown, aged 21, a youth arrived by the J. N. Fleming, whose body was found in the bay, near the Stuart street jetty, on Sunday morning. It was elicited in evidence that on Saturday evening the deceased and his brother visited a shipmate named Cooper at his residence in George street; and that at about seven o'clock deceased left by himself to go home. His brother on going home some hours later was surprised to find that he had not returned, and getting alarmed reported the matter to the police. At eleven o'clock on Sunday morning Cooper found the deceased's body lying in the mud about twenty yards from the railway bridge, and about a hundred yards from the Stuart street jetty, with the face downwards, and the hands in the coat pockets. It also came out that at ten pm., and again an hour later, the deceased was seen in George street by Sergeant Neill; so it is surmised that he was looking for his brother, and not succeeding in finding him, that he intended to return to Cooper's, and thinking that the bridge was planked across—which it is not—missed his footing and fell into the current, which is pretty rapid just beneath the bridge. A verdict of "Accidentally drowned" was returned. A juror wish to add a rider, censuring the authorities for allowing the bridge to remain in its present state; but the Coroner pointed out it could not be done, as the railway line was not a public thoroughfare, and it had not actually come out in evidence that the deceased had fallen off the bridge, though there were strong reasons for believing that he had.—Star, 23rd. [325,471,473,817]
section-byline: (From the Evening Star's Correspondent.) [966,232,1095,242]
article-paragraph [641,1521,788,1539]
article-paragraph [641,1347,788,1365]
dateline: September 26. [902,812,947,822]
article-paragraph [641,970,788,988]
article-text: —Several of the small wags of the Opposition have endeavoured to crack jokes for the last day or two at the expense of the Ministry. The highest flight achieved has been to characterise it as a Super-abundant Ministry. The "next best" attempt was made at the Opposition dinner on Tuesday, when, alluding to the hon. member for Parnell, Mr Stafford was congratulated on his ingenuity in constructing a Cabinet without Wood.—Post, Sept. 9. [10,234,157,335]
article-text: Mr Fox stated the Manawatu case showed the absurdity of the claim, and said the wide-mouthed advocacy of Mr Bunny did more to injure the Province of Wellington than any other cause had done. [641,1298,789,1344]
article-paragraph [641,1672,788,1690]
article-paragraph [484,993,631,1011]
